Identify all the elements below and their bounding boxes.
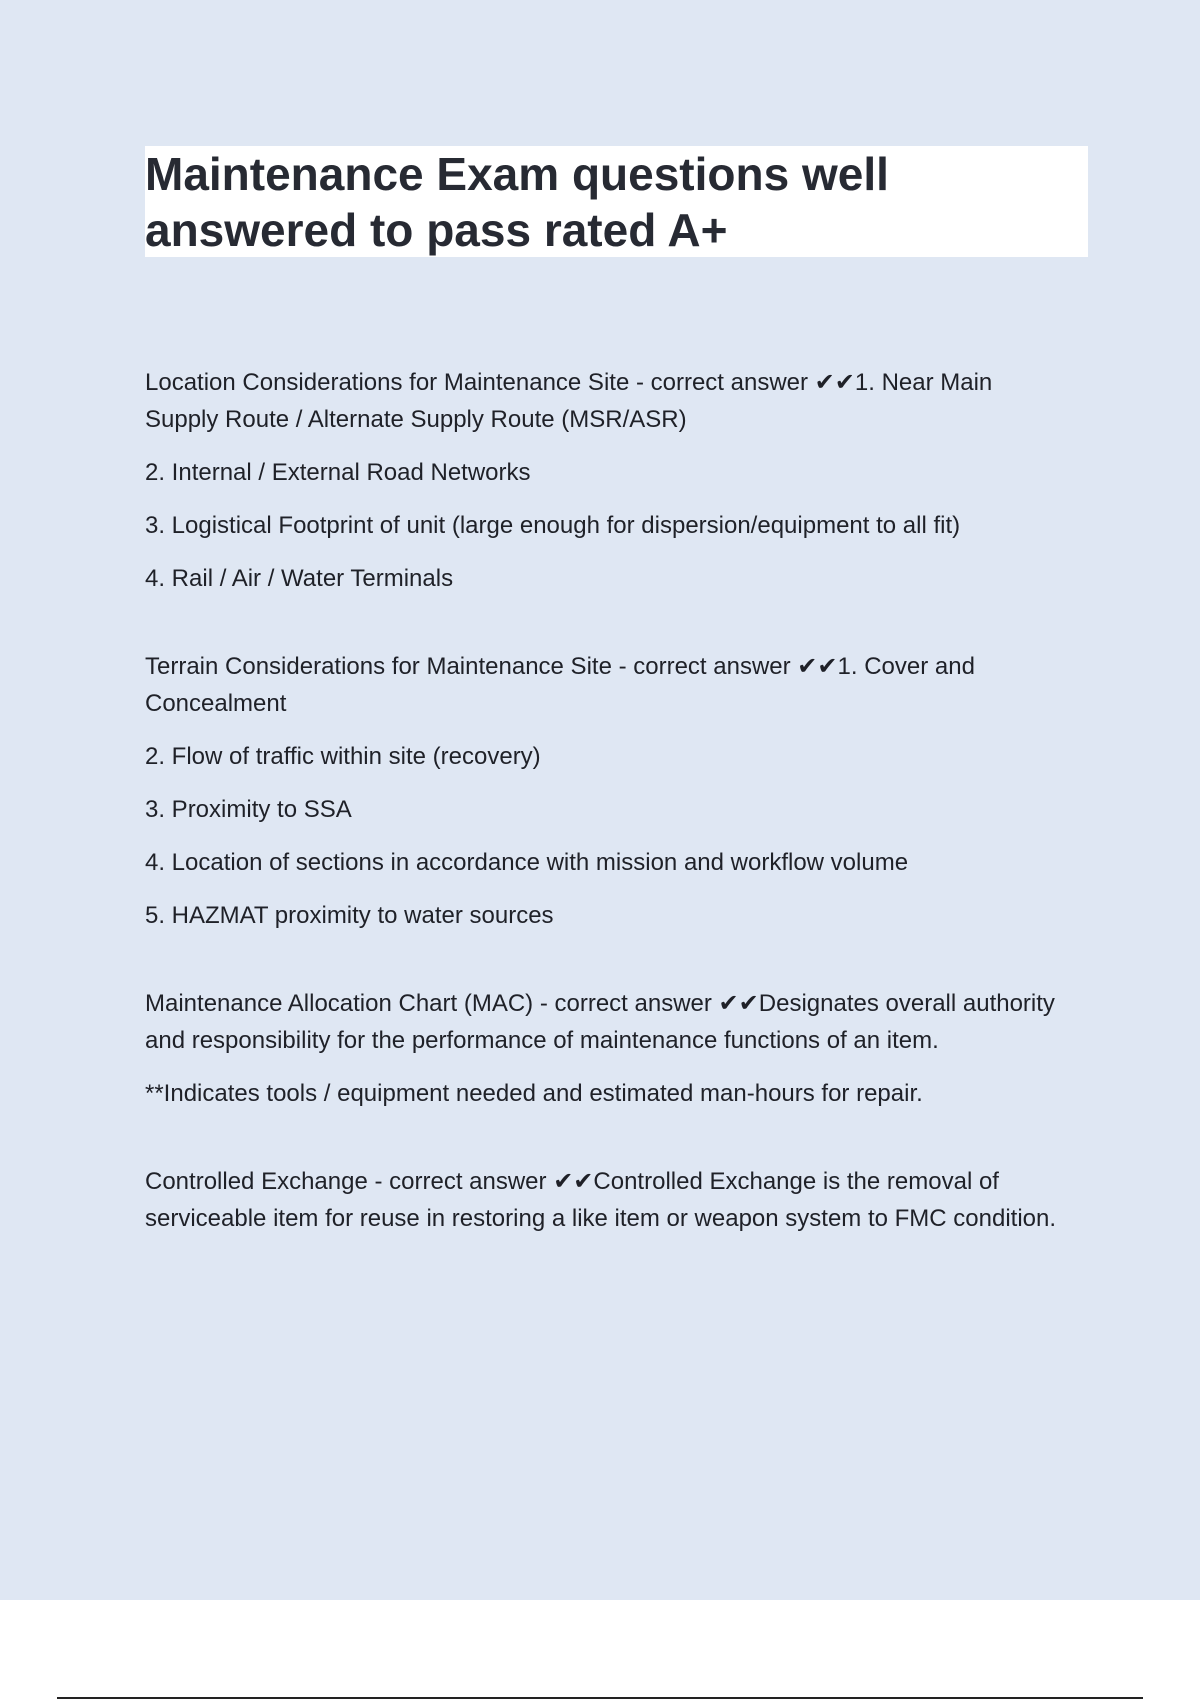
qa-line: Terrain Considerations for Maintenance Site - correct answer ✔✔1. Cover and Concealment xyxy=(145,653,975,717)
qa-line: 4. Rail / Air / Water Terminals xyxy=(145,565,454,592)
qa-line: Maintenance Allocation Chart (MAC) - correct answer ✔✔Designates overall authority and responsibility for the performance of maintenance functions of an item. xyxy=(145,990,1055,1054)
qa-line: 4. Location of sections in accordance with mission and workflow volume xyxy=(145,849,909,876)
qa-line: 2. Flow of traffic within site (recovery) xyxy=(145,743,541,770)
qa-list xyxy=(145,364,1065,1288)
qa-entry-mac xyxy=(145,985,1065,1112)
qa-line: 3. Proximity to SSA xyxy=(145,796,352,823)
qa-entry-terrain xyxy=(145,648,1065,934)
qa-entry-location xyxy=(145,364,1065,597)
title-banner xyxy=(145,146,1088,257)
footer-divider xyxy=(57,1697,1143,1699)
qa-line: 5. HAZMAT proximity to water sources xyxy=(145,902,554,929)
qa-line: Controlled Exchange - correct answer ✔✔Controlled Exchange is the removal of serviceable item for reuse in restoring a like item or weapon system to FMC condition. xyxy=(145,1168,1057,1232)
page-title: Maintenance Exam questions well answered to pass rated A+ xyxy=(145,148,889,256)
qa-entry-controlled-exchange xyxy=(145,1163,1065,1237)
qa-line: 2. Internal / External Road Networks xyxy=(145,459,531,486)
qa-line: 3. Logistical Footprint of unit (large enough for dispersion/equipment to all fit) xyxy=(145,512,961,539)
qa-line: **Indicates tools / equipment needed and estimated man-hours for repair. xyxy=(145,1080,923,1107)
qa-line: Location Considerations for Maintenance Site - correct answer ✔✔1. Near Main Supply Route / Alternate Supply Route (MSR/ASR) xyxy=(145,369,993,433)
